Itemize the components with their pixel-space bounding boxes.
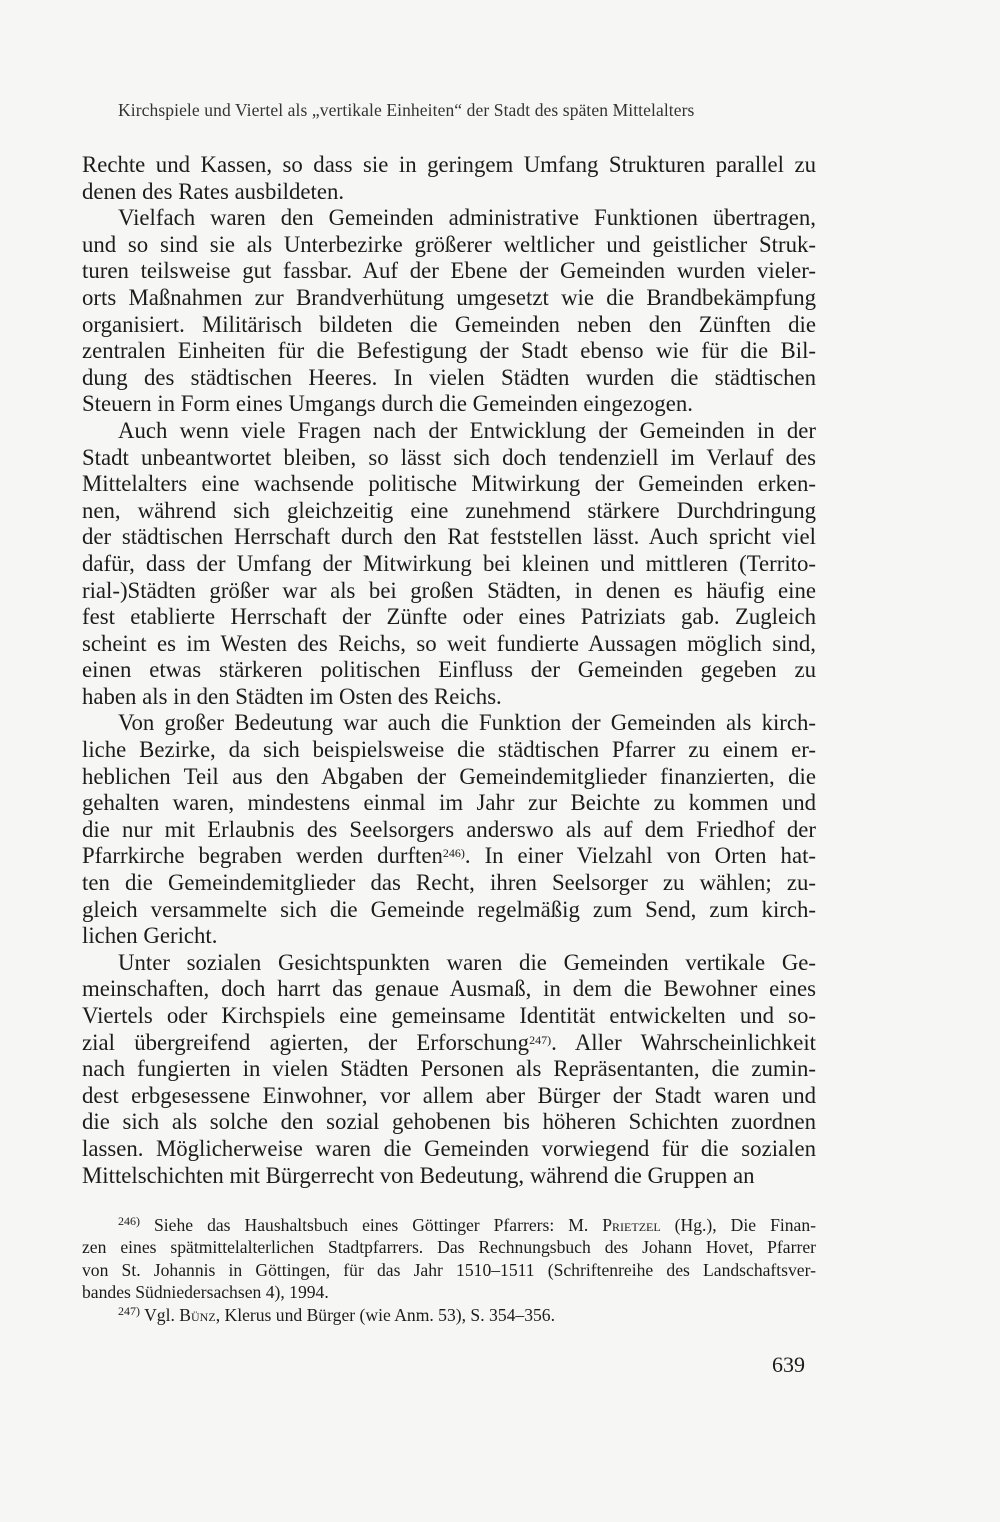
footnote-line	[82, 1236, 816, 1258]
text-line-content: Mittelalters eine wachsende politische Mitwirkung der Gemeinden erken-	[82, 471, 816, 497]
footnote-text: (Hg.), Die Finan-	[660, 1215, 817, 1235]
text-line-content: und so sind sie als Unterbezirke größerer weltlicher und geistlicher Struk-	[82, 231, 816, 257]
text-line	[82, 1056, 816, 1083]
footnote-line	[82, 1281, 816, 1303]
text-line-content: . In einer Vielzahl von Orten hat-	[464, 843, 816, 869]
text-line-content: dest erbgesessene Einwohner, vor allem aber Bürger der Stadt waren und	[82, 1082, 816, 1108]
text-line	[82, 205, 816, 232]
main-text	[82, 152, 816, 1189]
running-header: Kirchspiele und Viertel als „vertikale Einheiten“ der Stadt des späten Mittelalters	[118, 100, 695, 120]
text-line	[82, 1083, 816, 1110]
text-line-content: heblichen Teil aus den Abgaben der Gemeindemitglieder finanzierten, die	[82, 763, 816, 789]
text-line	[82, 1136, 816, 1163]
text-line	[82, 631, 816, 658]
text-line	[82, 870, 816, 897]
text-line-content: lassen. Möglicherweise waren die Gemeinden vorwiegend für die sozialen	[82, 1135, 816, 1161]
text-line	[82, 1163, 816, 1190]
text-line-content: die sich als solche den sozial gehobenen bis höheren Schichten zuordnen	[82, 1109, 816, 1135]
text-line	[82, 524, 816, 551]
text-line-content: Mittelschichten mit Bürgerrecht von Bedeutung, während die Gruppen an	[82, 1162, 755, 1188]
author-name: Bünz	[179, 1304, 216, 1325]
text-line	[82, 551, 816, 578]
footnote-line	[82, 1214, 816, 1236]
text-line-content: Von großer Bedeutung war auch die Funktion der Gemeinden als kirch-	[118, 710, 816, 736]
text-line	[82, 365, 816, 392]
text-line	[82, 445, 816, 472]
text-line-content: einen etwas stärkeren politischen Einfluss der Gemeinden gegeben zu	[82, 657, 816, 683]
text-line-content: Unter sozialen Gesichtspunkten waren die Gemeinden vertikale Ge-	[118, 949, 816, 975]
text-line-content: scheint es im Westen des Reichs, so weit fundierte Aussagen möglich sind,	[82, 630, 816, 656]
text-line	[82, 684, 816, 711]
text-line	[82, 258, 816, 285]
text-line-content: nen, während sich gleichzeitig eine zunehmend stärkere Durchdringung	[82, 497, 816, 523]
text-line	[82, 657, 816, 684]
text-line-content: Auch wenn viele Fragen nach der Entwicklung der Gemeinden in der	[118, 417, 816, 443]
footnote-text: von St. Johannis in Göttingen, für das Jahr 1510–1511 (Schriftenreihe des Landschaftsver-	[82, 1259, 816, 1280]
text-line-content: organisiert. Militärisch bildeten die Gemeinden neben den Zünften die	[82, 311, 816, 337]
text-line-content: . Aller Wahrscheinlichkeit	[551, 1029, 816, 1055]
text-line-content: turen teilsweise gut fassbar. Auf der Ebene der Gemeinden wurden vieler-	[82, 258, 816, 284]
footnote-number: 247)	[118, 1303, 140, 1318]
text-line-content: meinschaften, doch harrt das genaue Ausmaß, in dem die Bewohner eines	[82, 976, 816, 1002]
text-line-content: zial übergreifend agierten, der Erforschung	[82, 1029, 530, 1055]
text-line	[82, 976, 816, 1003]
text-line-content: nach fungierten in vielen Städten Personen als Repräsentanten, die zumin-	[82, 1056, 816, 1082]
text-line-content: zentralen Einheiten für die Befestigung der Stadt ebenso wie für die Bil-	[82, 338, 816, 364]
text-line	[82, 338, 816, 365]
footnote-text: , Klerus und Bürger (wie Anm. 53), S. 354–356.	[215, 1304, 555, 1325]
text-line	[82, 1003, 816, 1030]
text-line-content: fest etablierte Herrschaft der Zünfte oder eines Patriziats gab. Zugleich	[82, 604, 816, 630]
text-line-content: Vielfach waren den Gemeinden administrative Funktionen übertragen,	[118, 205, 816, 231]
text-line	[82, 817, 816, 844]
footnote-line	[82, 1259, 816, 1281]
text-line-content: ten die Gemeindemitglieder das Recht, ihren Seelsorger zu wählen; zu-	[82, 870, 816, 896]
text-line	[82, 843, 816, 870]
text-line	[82, 179, 816, 206]
text-line-content: gleich versammelte sich die Gemeinde regelmäßig zum Send, zum kirch-	[82, 896, 816, 922]
text-line	[82, 232, 816, 259]
page-number: 639	[772, 1352, 805, 1377]
text-line-content: Steuern in Form eines Umgangs durch die Gemeinden eingezogen.	[82, 391, 693, 417]
text-line	[82, 418, 816, 445]
text-line-content: dafür, dass der Umfang der Mitwirkung bei kleinen und mittleren (Territo-	[82, 550, 816, 576]
text-line	[82, 285, 816, 312]
text-line	[82, 1030, 816, 1057]
author-name: Prietzel	[602, 1215, 661, 1235]
text-line-content: denen des Rates ausbildeten.	[82, 178, 345, 204]
text-line	[82, 737, 816, 764]
text-line	[82, 710, 816, 737]
text-line	[82, 1109, 816, 1136]
text-line-content: gehalten waren, mindestens einmal im Jahr zur Beichte zu kommen und	[82, 790, 816, 816]
text-line	[82, 471, 816, 498]
text-line-content: dung des städtischen Heeres. In vielen Städten wurden die städtischen	[82, 364, 816, 390]
footnotes	[82, 1214, 816, 1326]
text-line-content: Pfarrkirche begraben werden durften	[82, 843, 443, 869]
text-line-content: der städtischen Herrschaft durch den Rat feststellen lässt. Auch spricht viel	[82, 524, 816, 550]
text-line-content: haben als in den Städten im Osten des Reichs.	[82, 683, 502, 709]
text-line	[82, 498, 816, 525]
footnote-ref[interactable]: 246)	[442, 846, 465, 861]
footnote-text: Siehe das Haushaltsbuch eines Göttinger Pfarrers: M.	[154, 1215, 603, 1235]
text-line-content: Viertels oder Kirchspiels eine gemeinsame Identität entwickelten und so-	[82, 1003, 816, 1028]
footnote-text: zen eines spätmittelalterlichen Stadtpfarrers. Das Rechnungsbuch des Johann Hovet, Pfarrer	[82, 1237, 816, 1258]
footnote-ref[interactable]: 247)	[529, 1032, 552, 1047]
text-line	[82, 391, 816, 418]
footnote-text: Vgl.	[144, 1304, 180, 1325]
text-line	[82, 152, 816, 179]
text-line	[82, 578, 816, 605]
text-line-content: Rechte und Kassen, so dass sie in geringem Umfang Strukturen parallel zu	[82, 152, 816, 177]
text-line-content: rial-)Städten größer war als bei großen Städten, in denen es häufig eine	[82, 577, 816, 603]
text-line-content: die nur mit Erlaubnis des Seelsorgers anderswo als auf dem Friedhof der	[82, 816, 816, 842]
text-line	[82, 790, 816, 817]
footnote-number: 246)	[118, 1214, 140, 1228]
text-line	[82, 950, 816, 977]
text-line	[82, 764, 816, 791]
footnote-line	[82, 1304, 816, 1326]
text-line	[82, 604, 816, 631]
footnote-text: bandes Südniedersachsen 4), 1994.	[82, 1282, 329, 1303]
text-line-content: lichen Gericht.	[82, 923, 218, 949]
text-line-content: Stadt unbeantwortet bleiben, so lässt sich doch tendenziell im Verlauf des	[82, 444, 816, 470]
text-line-content: liche Bezirke, da sich beispielsweise die städtischen Pfarrer zu einem er-	[82, 737, 816, 763]
text-line-content: orts Maßnahmen zur Brandverhütung umgesetzt wie die Brandbekämpfung	[82, 284, 816, 310]
text-line	[82, 312, 816, 339]
text-line	[82, 923, 816, 950]
text-line	[82, 897, 816, 924]
